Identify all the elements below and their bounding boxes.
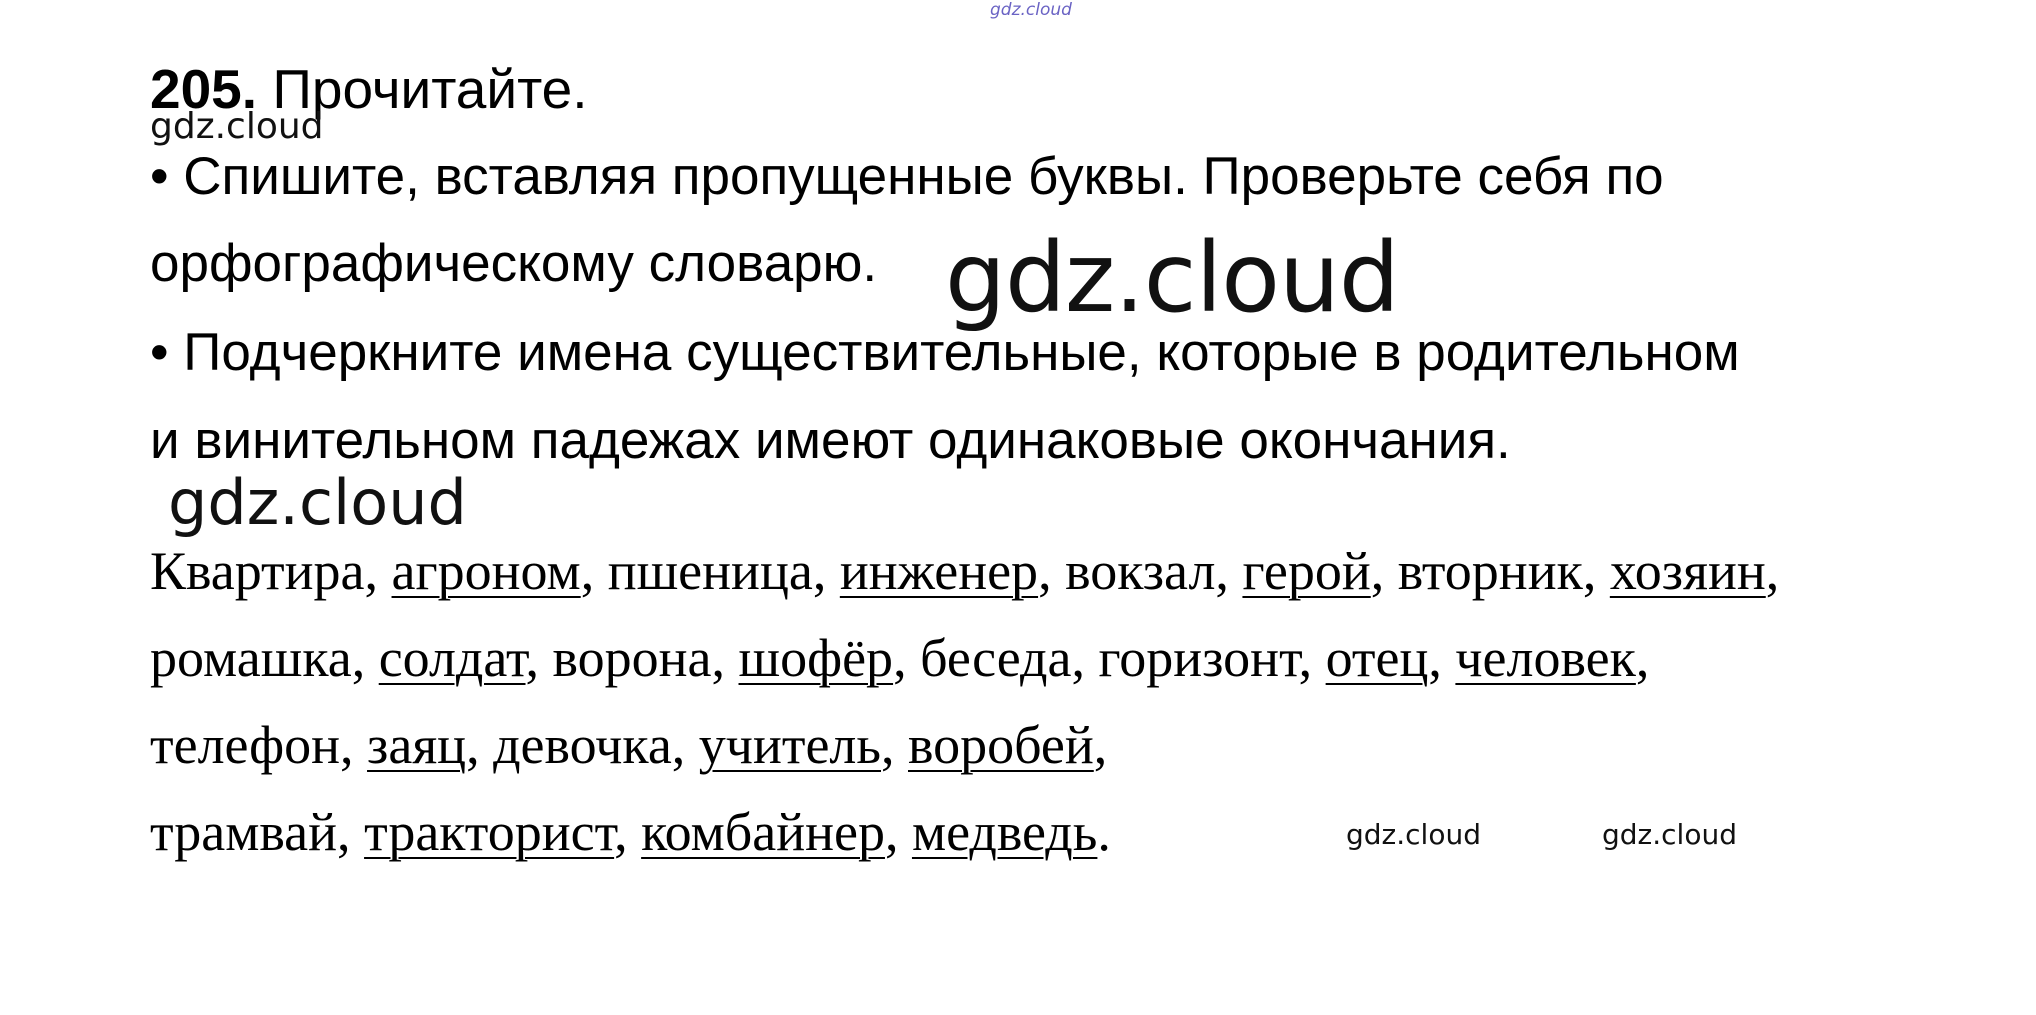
underlined-noun: отец [1325, 628, 1429, 688]
underlined-noun: шофёр [738, 628, 894, 688]
word-text: , вокзал, [1038, 541, 1243, 601]
word-text: телефон, [150, 715, 368, 775]
watermark-bottom-2: gdz.cloud [1602, 818, 1737, 851]
underlined-noun: хозяин [1609, 541, 1766, 601]
word-text: Квартира [150, 541, 365, 601]
word-text: , [1635, 628, 1650, 688]
watermark-top: gdz.cloud [990, 0, 1072, 20]
word-text: , девочка, [466, 715, 699, 775]
underlined-noun: агроном [391, 541, 581, 601]
word-line-1 [150, 528, 1950, 615]
underlined-noun: заяц [367, 715, 467, 775]
task-line-2: орфографическому словарю. [150, 234, 878, 293]
task-line-3: • Подчеркните имена существительные, которые в родительном [150, 323, 1740, 382]
word-text: , [1428, 628, 1456, 688]
watermark-large-center: gdz.cloud [945, 222, 1399, 334]
underlined-noun: тракторист [364, 802, 615, 862]
word-text: , [614, 802, 642, 862]
underlined-noun: солдат [378, 628, 526, 688]
word-text: трамвай, [150, 802, 365, 862]
underlined-noun: комбайнер [641, 802, 885, 862]
underlined-noun: герой [1242, 541, 1371, 601]
word-text: , [1765, 541, 1780, 601]
exercise-number: 205. [150, 58, 258, 120]
underlined-noun: воробей [908, 715, 1094, 775]
word-text: , [881, 715, 908, 775]
word-text: , [884, 802, 912, 862]
underlined-noun: человек [1455, 628, 1636, 688]
word-text: , пшеница, [580, 541, 840, 601]
underlined-noun: учитель [698, 715, 881, 775]
word-text: ромашка, [150, 628, 379, 688]
watermark-mid-left: gdz.cloud [168, 466, 467, 539]
underlined-noun: медведь [911, 802, 1098, 862]
underlined-noun: инженер [839, 541, 1039, 601]
word-text: , беседа, горизонт, [893, 628, 1326, 688]
word-line-3 [150, 702, 1950, 789]
watermark-bottom-1: gdz.cloud [1346, 818, 1481, 851]
word-line-2 [150, 615, 1950, 702]
word-text: , [364, 541, 392, 601]
word-text: , вторник, [1370, 541, 1610, 601]
task-line-1: • Спишите, вставляя пропущенные буквы. Проверьте себя по [150, 147, 1664, 206]
watermark-under-title: gdz.cloud [150, 106, 324, 147]
task-line-4: и винительном падежах имеют одинаковые окончания. [150, 411, 1511, 470]
word-text: , ворона, [525, 628, 739, 688]
word-text: . [1097, 802, 1111, 862]
word-text: , [1093, 715, 1108, 775]
exercise-instruction: Прочитайте. [257, 58, 588, 120]
